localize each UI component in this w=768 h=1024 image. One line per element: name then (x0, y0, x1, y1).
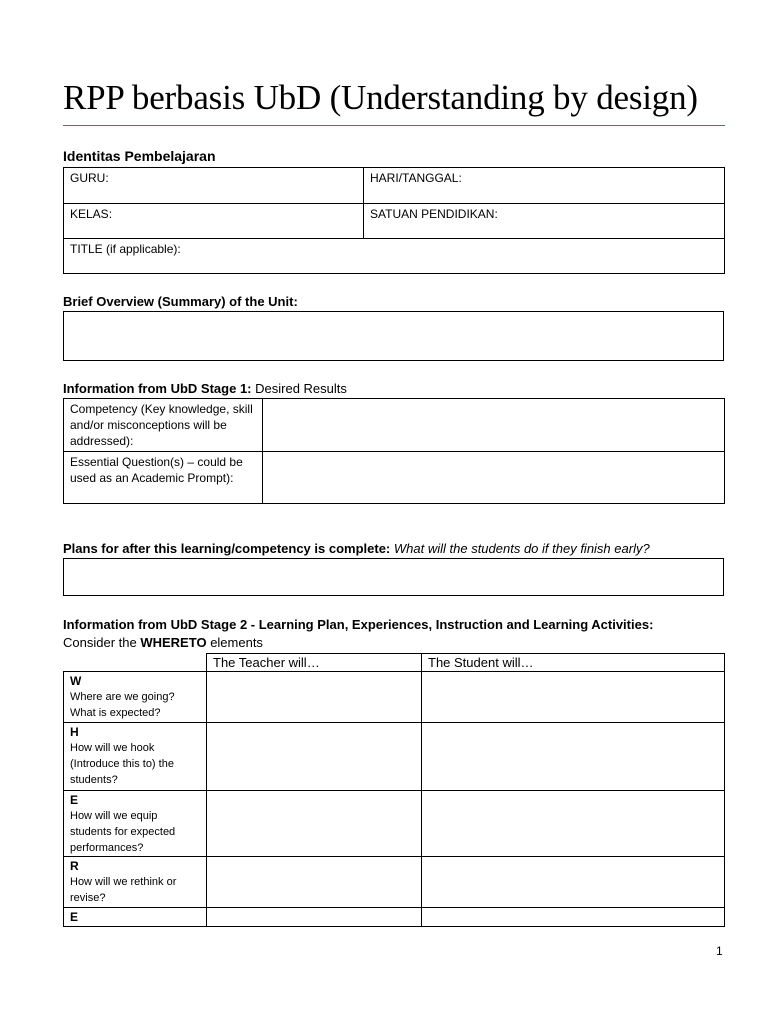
row-line: performances? (70, 842, 144, 854)
document-title: RPP berbasis UbD (Understanding by design) (63, 78, 698, 117)
plans-heading-italic: What will the students do if they finish early? (393, 541, 650, 556)
teacher-cell-e2[interactable] (207, 908, 422, 927)
whereto-table (63, 653, 725, 927)
whereto-row-e2-label (64, 908, 207, 927)
row-line: How will we equip (70, 810, 158, 822)
student-header-cell (422, 654, 725, 672)
essential-question-input-cell[interactable] (263, 452, 725, 504)
plans-box[interactable] (63, 558, 724, 596)
student-cell-h[interactable] (422, 723, 725, 791)
kelas-label: KELAS: (70, 207, 113, 221)
row-letter: E (70, 910, 79, 924)
page-number: 1 (716, 944, 723, 958)
whereto-word: WHERETO (140, 635, 207, 650)
essential-question-label: Essential Question(s) – could be used as an Academic Prompt): (70, 455, 243, 485)
teacher-cell-e[interactable] (207, 791, 422, 857)
row-letter: R (70, 859, 79, 873)
row-line: How will we rethink or (70, 876, 177, 888)
consider-suffix: elements (210, 635, 263, 650)
competency-label-cell (64, 399, 263, 452)
row-line: What is expected? (70, 707, 161, 719)
guru-label: GURU: (70, 171, 109, 185)
teacher-cell-h[interactable] (207, 723, 422, 791)
title-underline (63, 125, 725, 126)
stage1-table (63, 398, 725, 504)
row-letter: W (70, 674, 82, 688)
essential-question-label-cell (64, 452, 263, 504)
student-cell-w[interactable] (422, 672, 725, 723)
overview-heading: Brief Overview (Summary) of the Unit: (63, 294, 298, 309)
row-line: revise? (70, 892, 106, 904)
hari-tanggal-cell[interactable] (364, 168, 725, 204)
competency-label: Competency (Key knowledge, skill and/or misconceptions will be addressed): (70, 402, 253, 448)
student-header: The Student will… (428, 655, 534, 670)
guru-cell[interactable] (64, 168, 364, 204)
student-cell-e2[interactable] (422, 908, 725, 927)
overview-box[interactable] (63, 311, 724, 361)
row-line: students for expected (70, 826, 176, 838)
whereto-row-w-label (64, 672, 207, 723)
stage1-heading-plain: Desired Results (255, 381, 347, 396)
teacher-header-cell (207, 654, 422, 672)
teacher-cell-r[interactable] (207, 857, 422, 908)
row-line: (Introduce this to) the (70, 758, 174, 770)
whereto-subheading (63, 635, 263, 650)
kelas-cell[interactable] (64, 204, 364, 239)
consider-prefix: Consider the (63, 635, 137, 650)
stage1-heading (63, 381, 347, 396)
row-line: students? (70, 774, 118, 786)
identitas-table (63, 167, 725, 274)
stage1-heading-bold: Information from UbD Stage 1: (63, 381, 252, 396)
whereto-row-h-label (64, 723, 207, 791)
stage2-heading: Information from UbD Stage 2 - Learning Plan, Experiences, Instruction and Learning Activities: (63, 617, 654, 632)
row-letter: E (70, 793, 79, 807)
plans-heading-bold: Plans for after this learning/competency is complete: (63, 541, 391, 556)
whereto-row-r-label (64, 857, 207, 908)
student-cell-r[interactable] (422, 857, 725, 908)
row-line: Where are we going? (70, 691, 175, 703)
student-cell-e[interactable] (422, 791, 725, 857)
title-field-label: TITLE (if applicable): (70, 242, 181, 256)
satuan-pendidikan-cell[interactable] (364, 204, 725, 239)
identitas-heading: Identitas Pembelajaran (63, 148, 216, 164)
competency-input-cell[interactable] (263, 399, 725, 452)
whereto-row-e-label (64, 791, 207, 857)
teacher-cell-w[interactable] (207, 672, 422, 723)
row-line: How will we hook (70, 742, 155, 754)
plans-heading (63, 541, 650, 556)
title-cell[interactable] (64, 239, 725, 274)
row-letter: H (70, 725, 79, 739)
teacher-header: The Teacher will… (213, 655, 320, 670)
satuan-pendidikan-label: SATUAN PENDIDIKAN: (370, 207, 498, 221)
whereto-corner-cell (64, 654, 207, 672)
hari-tanggal-label: HARI/TANGGAL: (370, 171, 462, 185)
